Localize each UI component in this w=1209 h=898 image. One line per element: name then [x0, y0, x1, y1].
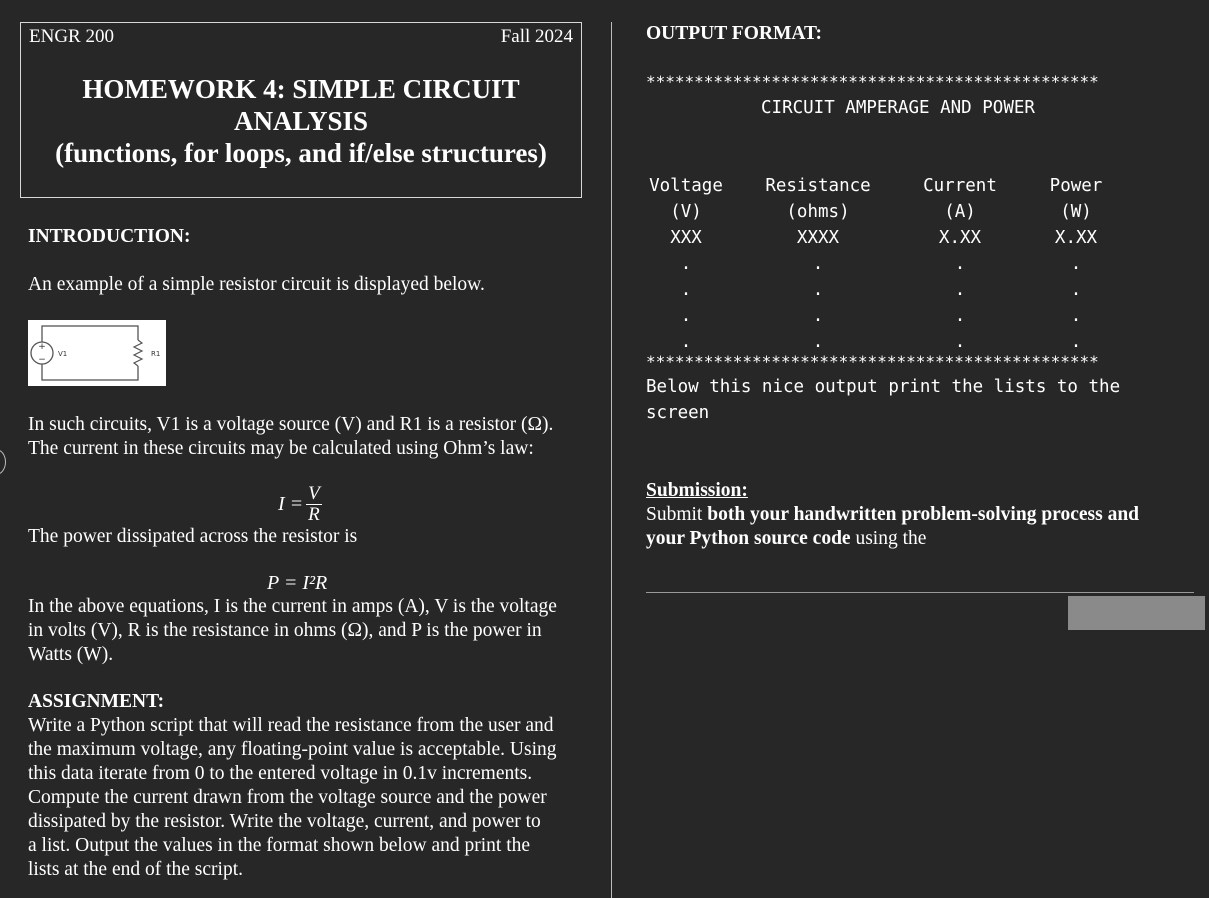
intro-para-line-1: In such circuits, V1 is a voltage source (V) and R1 is a resistor (Ω). [28, 414, 554, 435]
r1-label: R1 [151, 350, 161, 358]
assignment-line: this data iterate from 0 to the entered voltage in 0.1v increments. [28, 763, 533, 784]
example-text: An example of a simple resistor circuit is displayed below. [28, 274, 485, 295]
plus-sign: + [38, 342, 46, 352]
column-dot: . [1070, 306, 1082, 326]
note-line-2: screen [646, 403, 710, 423]
column-current [914, 173, 1006, 355]
output-format-heading: OUTPUT FORMAT: [646, 23, 823, 44]
submission-line-1 [646, 503, 1139, 527]
ohm-numerator: V [308, 483, 320, 504]
assignment-line: dissipated by the resistor. Write the voltage, current, and power to [28, 811, 541, 832]
column-dot: . [954, 306, 966, 326]
column-dot: . [680, 254, 692, 274]
submission-bold-2: your Python source code [646, 528, 851, 549]
column-resistance [756, 173, 880, 355]
ohm-lhs: I = [278, 493, 304, 515]
note-line-1: Below this nice output print the lists to the [646, 377, 1121, 397]
column-dot: . [812, 332, 824, 352]
course-code: ENGR 200 [29, 26, 114, 47]
column-dot: . [812, 280, 824, 300]
link-underline [646, 592, 1194, 593]
intro-para-line-2: The current in these circuits may be calculated using Ohm’s law: [28, 438, 534, 459]
column-sample: X.XX [938, 228, 982, 248]
column-dot: . [812, 254, 824, 274]
column-dot: . [680, 332, 692, 352]
circuit-svg [28, 320, 166, 386]
column-name: Power [1049, 176, 1103, 196]
assignment-line: lists at the end of the script. [28, 859, 243, 880]
ohm-fraction [306, 484, 322, 525]
power-equation: P = I²R [267, 572, 328, 594]
column-unit: (A) [944, 202, 976, 222]
column-dot: . [954, 254, 966, 274]
submission-line-2 [646, 527, 926, 551]
edge-marker [0, 449, 6, 475]
column-dot: . [1070, 332, 1082, 352]
page-title [21, 73, 581, 169]
stars-top: *********************************************** [646, 72, 1099, 91]
column-name: Resistance [765, 176, 871, 196]
header-box [20, 22, 582, 198]
redacted-box [1068, 596, 1205, 630]
assignment-line: the maximum voltage, any floating-point value is acceptable. Using [28, 739, 557, 760]
assignment-heading: ASSIGNMENT: [28, 691, 165, 712]
vars-line-3: Watts (W). [28, 644, 114, 665]
submission-prefix: Submit [646, 504, 708, 525]
circuit-wire [42, 326, 138, 380]
column-dot: . [680, 280, 692, 300]
column-unit: (ohms) [786, 202, 850, 222]
column-name: Voltage [649, 176, 723, 196]
v1-label: V1 [58, 350, 68, 358]
power-text: The power dissipated across the resistor is [28, 526, 358, 547]
assignment-line: Compute the current drawn from the voltage source and the power [28, 787, 547, 808]
circuit-diagram [28, 320, 166, 386]
stars-bottom: *********************************************** [646, 352, 1099, 371]
submission-suffix: using the [850, 528, 927, 549]
column-dot: . [954, 332, 966, 352]
column-sample: XXXX [796, 228, 840, 248]
vars-line-1: In the above equations, I is the current in amps (A), V is the voltage [28, 596, 557, 617]
column-unit: (V) [670, 202, 702, 222]
ohm-denominator: R [308, 504, 320, 525]
column-sample: XXX [670, 228, 702, 248]
column-name: Current [923, 176, 997, 196]
minus-sign: − [38, 355, 46, 365]
column-dot: . [1070, 280, 1082, 300]
column-voltage [640, 173, 732, 355]
submission-bold-1: both your handwritten problem-solving process and [707, 504, 1140, 525]
column-dot: . [680, 306, 692, 326]
vars-line-2: in volts (V), R is the resistance in ohms (Ω), and P is the power in [28, 620, 542, 641]
assignment-body [28, 714, 557, 882]
submission-heading: Submission: [646, 480, 748, 501]
column-divider [611, 22, 612, 898]
title-line-3: (functions, for loops, and if/else structures) [55, 138, 547, 168]
column-sample: X.XX [1054, 228, 1098, 248]
column-power [1034, 173, 1118, 355]
assignment-line: a list. Output the values in the format shown below and print the [28, 835, 531, 856]
term: Fall 2024 [500, 26, 573, 47]
column-dot: . [812, 306, 824, 326]
column-dot: . [954, 280, 966, 300]
ohms-law-equation [278, 484, 322, 525]
title-line-1: HOMEWORK 4: SIMPLE CIRCUIT [82, 74, 520, 104]
introduction-heading: INTRODUCTION: [28, 226, 191, 247]
output-banner: CIRCUIT AMPERAGE AND POWER [761, 98, 1035, 118]
title-line-2: ANALYSIS [233, 106, 369, 136]
assignment-line: Write a Python script that will read the resistance from the user and [28, 715, 554, 736]
column-dot: . [1070, 254, 1082, 274]
column-unit: (W) [1060, 202, 1092, 222]
